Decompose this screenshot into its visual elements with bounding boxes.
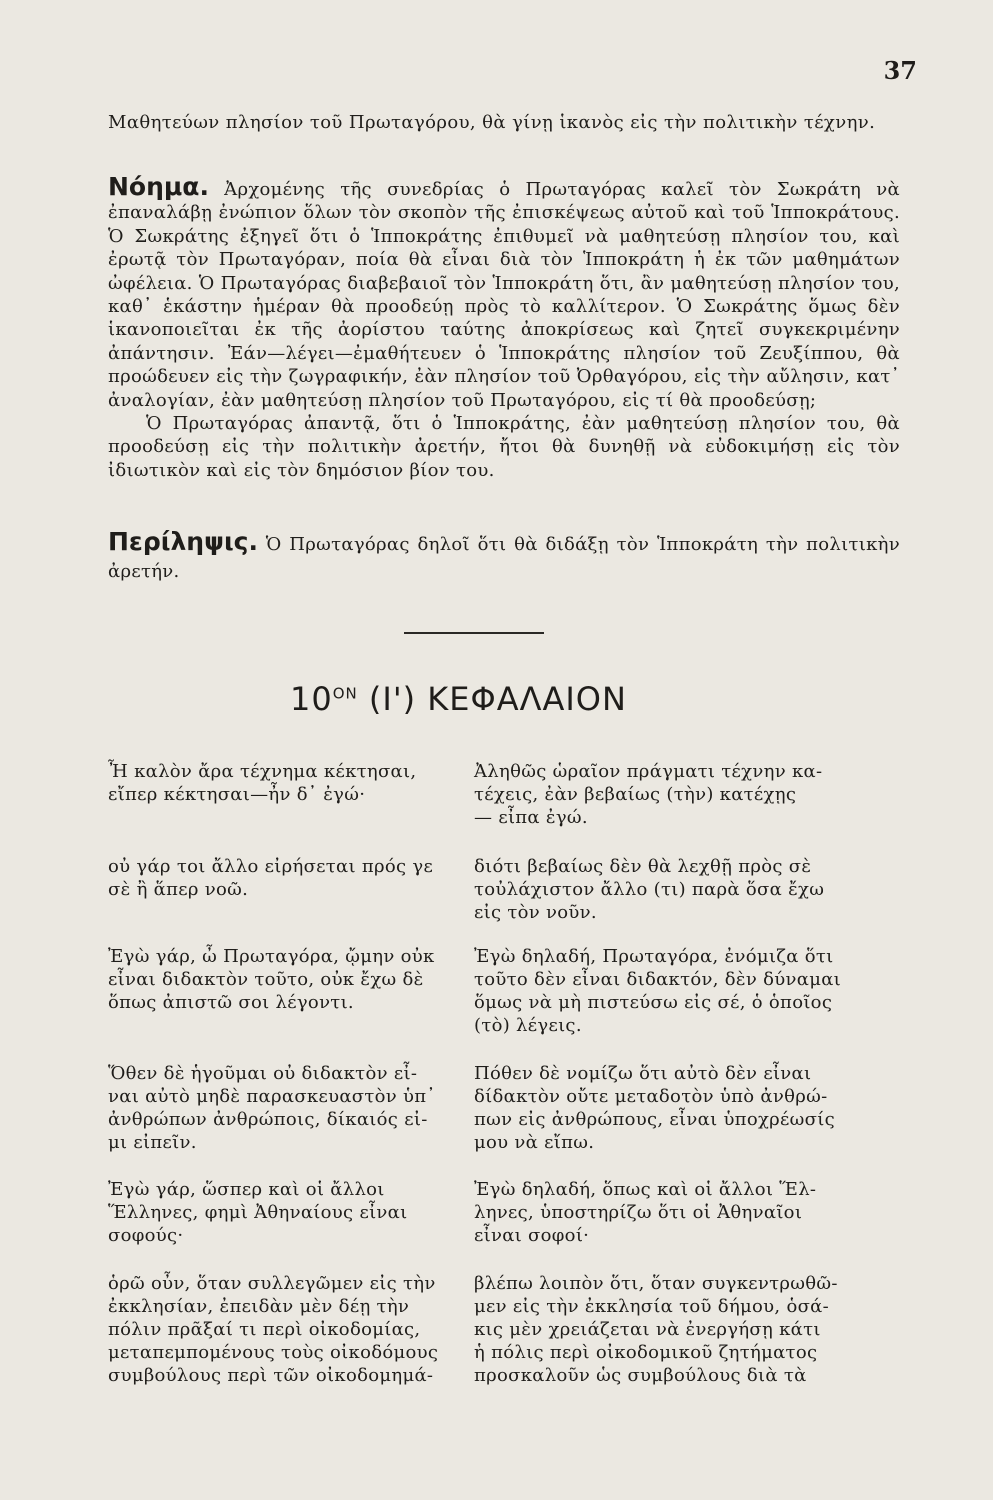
translation-line: βλέπω λοιπὸν ὅτι, ὅταν συγκεντρωθῶ-	[474, 1273, 838, 1294]
greek-line: εἴπερ κέκτησαι—ἦν δ᾽ ἐγώ·	[108, 784, 366, 805]
greek-line: πόλιν πρᾶξαί τι περὶ οἰκοδομίας,	[108, 1319, 421, 1340]
perilipsis-heading: Περίληψις.	[108, 527, 258, 556]
noima-text-2: Ὁ Πρωταγόρας ἀπαντᾷ, ὅτι ὁ Ἱπποκράτης, ἐὰν μαθητεύσῃ πλησίον του, θὰ προοδεύσῃ εἰς τὴν πολιτικὴν ἀρετήν, ἤτοι θὰ δυνηθῇ νὰ εὐδοκιμήσῃ εἰς τὸν ἰδιωτικὸν καὶ εἰς τὸν δημόσιον βίον του.	[108, 413, 900, 481]
translation-passage	[474, 760, 900, 829]
greek-line: σὲ ἢ ἅπερ νοῶ.	[108, 879, 249, 900]
greek-line: μι εἰπεῖν.	[108, 1132, 197, 1153]
greek-line: μεταπεμπομένους τοὺς οἰκοδόμους	[108, 1342, 439, 1363]
section-divider	[404, 632, 544, 634]
greek-line: Ἐγὼ γάρ, ὦ Πρωταγόρα, ᾤμην οὐκ	[108, 946, 435, 967]
greek-line: Ἦ καλὸν ἄρα τέχνημα κέκτησαι,	[108, 761, 417, 782]
translation-line: κις μὲν χρειάζεται νὰ ἐνεργήσῃ κάτι	[474, 1319, 821, 1340]
greek-line: ἀνθρώπων ἀνθρώποις, δίκαιός εἰ-	[108, 1109, 428, 1130]
translation-line: πων εἰς ἀνθρώπους, εἶναι ὑποχρέωσίς	[474, 1109, 835, 1130]
greek-line: Ἕλληνες, φημὶ Ἀθηναίους εἶναι	[108, 1202, 408, 1223]
greek-passage	[108, 1272, 458, 1387]
chapter-number: 10	[290, 680, 333, 718]
greek-passage	[108, 945, 458, 1014]
greek-line: Ὅθεν δὲ ἡγοῦμαι οὐ διδακτὸν εἶ-	[108, 1063, 418, 1084]
translation-line: τοῦτο δὲν εἶναι διδακτόν, δὲν δύναμαι	[474, 969, 842, 990]
translation-line: ὅμως νὰ μὴ πιστεύσω εἰς σέ, ὁ ὁποῖος	[474, 992, 833, 1013]
translation-line: μου νὰ εἴπω.	[474, 1132, 595, 1153]
translation-line: τοὐλάχιστον ἄλλο (τι) παρὰ ὅσα ἔχω	[474, 879, 825, 900]
greek-passage	[108, 855, 458, 901]
translation-line: τέχεις, ἐὰν βεβαίως (τὴν) κατέχῃς	[474, 784, 797, 805]
greek-passage	[108, 1178, 458, 1247]
translation-line: ἡ πόλις περὶ οἰκοδομικοῦ ζητήματος	[474, 1342, 818, 1363]
chapter-title: ΚΕΦΑΛΑΙΟΝ	[427, 680, 627, 718]
greek-passage	[108, 760, 458, 806]
translation-passage	[474, 1178, 900, 1247]
chapter-roman: (Ι')	[368, 680, 417, 718]
translation-line: δίδακτὸν οὔτε μεταδοτὸν ὑπὸ ἀνθρώ-	[474, 1086, 828, 1107]
greek-line: ναι αὐτὸ μηδὲ παρασκευαστὸν ὑπ᾽	[108, 1086, 436, 1107]
noima-section	[108, 172, 900, 482]
translation-line: εἰς τὸν νοῦν.	[474, 902, 597, 923]
greek-line: ἐκκλησίαν, ἐπειδὰν μὲν δέῃ τὴν	[108, 1296, 410, 1317]
greek-line: ὅπως ἀπιστῶ σοι λέγοντι.	[108, 992, 354, 1013]
perilipsis-text: Ὁ Πρωταγόρας δηλοῖ ὅτι θὰ διδάξῃ τὸν Ἱπποκράτη τὴν πολιτικὴν ἀρετήν.	[108, 534, 900, 582]
translation-line: μεν εἰς τὴν ἐκκλησία τοῦ δήμου, ὁσά-	[474, 1296, 830, 1317]
greek-line: συμβούλους περὶ τῶν οἰκοδομημά-	[108, 1365, 434, 1386]
greek-passage	[108, 1062, 458, 1154]
greek-line: σοφούς·	[108, 1225, 184, 1246]
chapter-number-suffix: ΟΝ	[332, 684, 358, 703]
translation-line: Πόθεν δὲ νομίζω ὅτι αὐτὸ δὲν εἶναι	[474, 1063, 812, 1084]
translation-passage	[474, 945, 900, 1037]
translation-line: (τὸ) λέγεις.	[474, 1015, 582, 1036]
intro-paragraph	[108, 108, 900, 138]
greek-line: ὁρῶ οὖν, ὅταν συλλεγῶμεν εἰς τὴν	[108, 1273, 436, 1294]
greek-line: Ἐγὼ γάρ, ὥσπερ καὶ οἱ ἄλλοι	[108, 1179, 385, 1200]
greek-line: οὐ γάρ τοι ἄλλο εἰρήσεται πρός γε	[108, 856, 434, 877]
greek-line: εἶναι διδακτὸν τοῦτο, οὐκ ἔχω δὲ	[108, 969, 424, 990]
translation-line: Ἀληθῶς ὡραῖον πράγματι τέχνην κα-	[474, 761, 823, 782]
translation-line: διότι βεβαίως δὲν θὰ λεχθῇ πρὸς σὲ	[474, 856, 812, 877]
chapter-heading	[290, 680, 627, 718]
translation-passage	[474, 855, 900, 924]
noima-heading: Νόημα.	[108, 172, 209, 201]
translation-line: προσκαλοῦν ὡς συμβούλους διὰ τὰ	[474, 1365, 807, 1386]
perilipsis-section	[108, 528, 900, 585]
translation-passage	[474, 1272, 900, 1387]
translation-line: — εἶπα ἐγώ.	[474, 807, 588, 828]
intro-text: Μαθητεύων πλησίον τοῦ Πρωταγόρου, θὰ γίνῃ ἱκανὸς εἰς τὴν πολιτικὴν τέχνην.	[108, 112, 876, 133]
translation-line: εἶναι σοφοί·	[474, 1225, 590, 1246]
page-number: 37	[883, 56, 917, 85]
translation-line: ληνες, ὑποστηρίζω ὅτι οἱ Ἀθηναῖοι	[474, 1202, 803, 1223]
translation-passage	[474, 1062, 900, 1154]
noima-text: Ἀρχομένης τῆς συνεδρίας ὁ Πρωταγόρας καλεῖ τὸν Σωκράτη νὰ ἐπαναλάβῃ ἐνώπιον ὅλων τὸν σκοπὸν τῆς ἐπισκέψεως αὐτοῦ καὶ τοῦ Ἱπποκράτους. Ὁ Σωκράτης ἐξηγεῖ ὅτι ὁ Ἱπποκράτης ἐπιθυμεῖ νὰ μαθητεύσῃ πλησίον του, καὶ ἐρωτᾷ τὸν Πρωταγόραν, ποία θὰ εἶναι διὰ τὸν Ἱπποκράτη ἡ ἐκ τῶν μαθημάτων ὠφέλεια. Ὁ Πρωταγόρας διαβεβαιοῖ τὸν Ἱπποκράτη ὅτι, ἂν μαθητεύσῃ πλησίον του, καθ᾽ ἑκάστην ἡμέραν θὰ προοδεύῃ πρὸς τὸ καλλίτερον. Ὁ Σωκράτης ὅμως δὲν ἱκανοποιεῖται ἐκ τῆς ἀορίστου ταύτης ἀποκρίσεως καὶ ζητεῖ συγκεκριμένην ἀπάντησιν. Ἐάν—λέγει—ἐμαθήτευεν ὁ Ἱπποκράτης πλησίον τοῦ Ζευξίππου, θὰ προώδευεν εἰς τὴν ζωγραφικήν, ἐὰν πλησίον τοῦ Ὀρθαγόρου, εἰς τὴν αὔλησιν, κατ᾽ ἀναλογίαν, ἐὰν μαθητεύσῃ πλησίον τοῦ Πρωταγόρου, εἰς τί θὰ προοδεύσῃ;	[108, 179, 900, 411]
translation-line: Ἐγὼ δηλαδή, Πρωταγόρα, ἐνόμιζα ὅτι	[474, 946, 834, 967]
translation-line: Ἐγὼ δηλαδή, ὅπως καὶ οἱ ἄλλοι Ἕλ-	[474, 1179, 817, 1200]
